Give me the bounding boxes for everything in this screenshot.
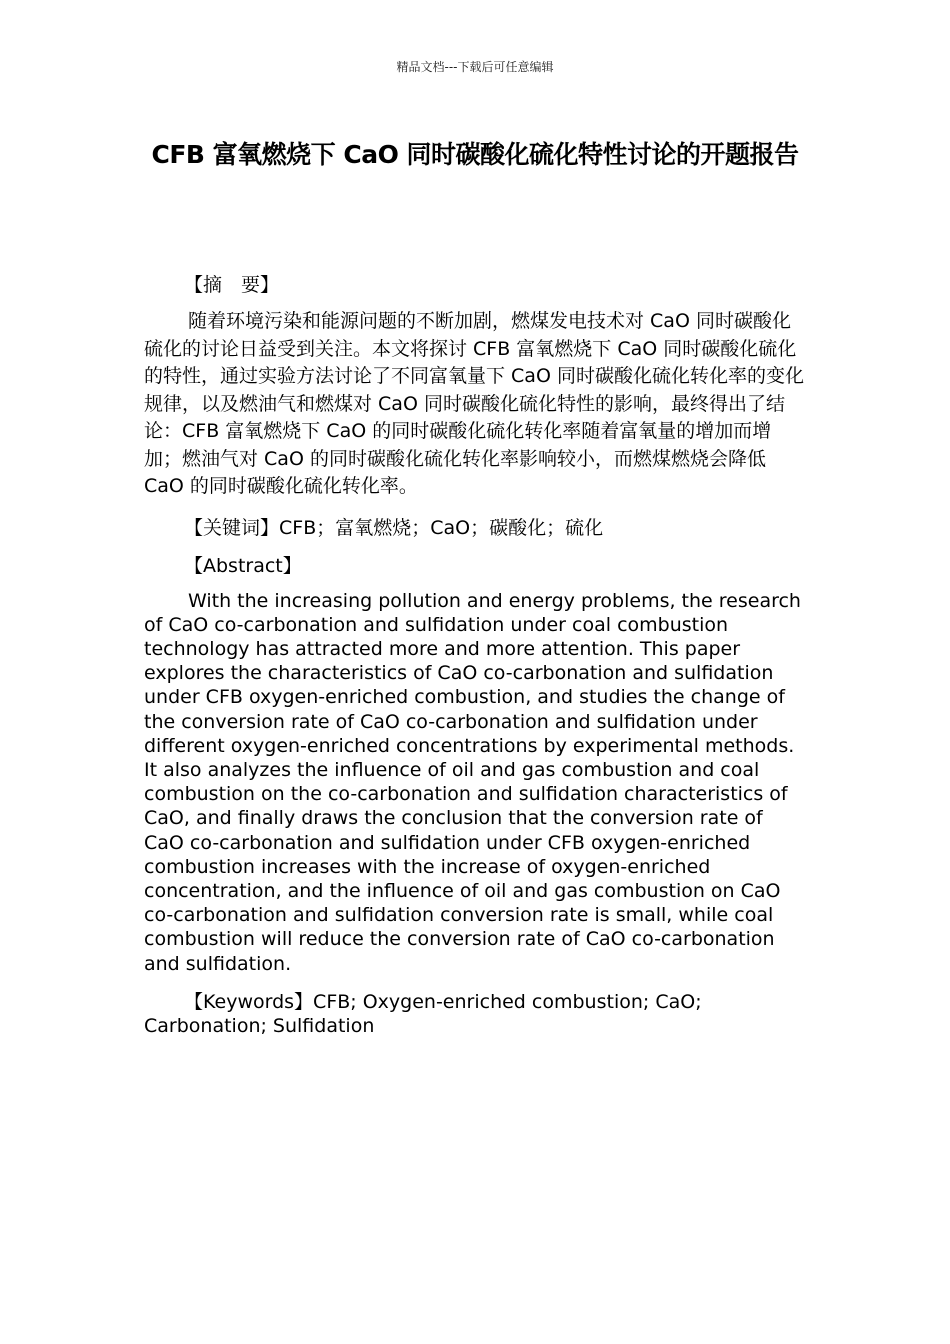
abstract-en-heading: 【Abstract】 — [184, 554, 302, 577]
keywords-cn: 【关键词】CFB；富氧燃烧；CaO；碳酸化；硫化 — [184, 516, 604, 539]
abstract-cn-heading: 【摘 要】 — [184, 274, 280, 296]
document-title: CFB 富氧燃烧下 CaO 同时碳酸化硫化特性讨论的开题报告 — [151, 140, 799, 169]
abstract-en-paragraph: With the increasing pollution and energy problems, the research of CaO co-carbonation and sulfidation under coal combustion technology has attracted more and more attention. This paper explores the characteristics of CaO co-carbonation and sulfidation under CFB oxygen-enriched combustion, and studies the change of the conversion rate of CaO co-carbonation and sulfidation under different oxygen-enriched concentrations by experimental methods. It also analyzes the influence of oil and gas combustion and coal combustion on the co-carbonation and sulfidation characteristics of CaO, and finally draws the conclusion that the conversion rate of CaO co-carbonation and sulfidation under CFB oxygen-enriched combustion increases with the increase of oxygen-enriched concentration, and the influence of oil and gas combustion on CaO co-carbonation and sulfidation conversion rate is small, while coal combustion will reduce the conversion rate of CaO co-carbonation and sulfidation. — [144, 589, 801, 975]
abstract-cn-paragraph: 随着环境污染和能源问题的不断加剧，燃煤发电技术对 CaO 同时碳酸化硫化的讨论日益受到关注。本文将探讨 CFB 富氧燃烧下 CaO 同时碳酸化硫化的特性，通过实验方法讨论了不同富氧量下 CaO 同时碳酸化硫化转化率的变化规律，以及燃油气和燃煤对 CaO 同时碳酸化硫化特性的影响，最终得出了结论：CFB 富氧燃烧下 CaO 的同时碳酸化硫化转化率随着富氧量的增加而增加；燃油气对 CaO 的同时碳酸化硫化转化率影响较小，而燃煤燃烧会降低 CaO 的同时碳酸化硫化转化率。 — [144, 310, 804, 497]
document-body — [144, 270, 806, 1038]
keywords-en: 【Keywords】CFB; Oxygen-enriched combustion; CaO; Carbonation; Sulfidation — [144, 990, 702, 1037]
page-header-note: 精品文档---下载后可任意编辑 — [396, 60, 554, 74]
